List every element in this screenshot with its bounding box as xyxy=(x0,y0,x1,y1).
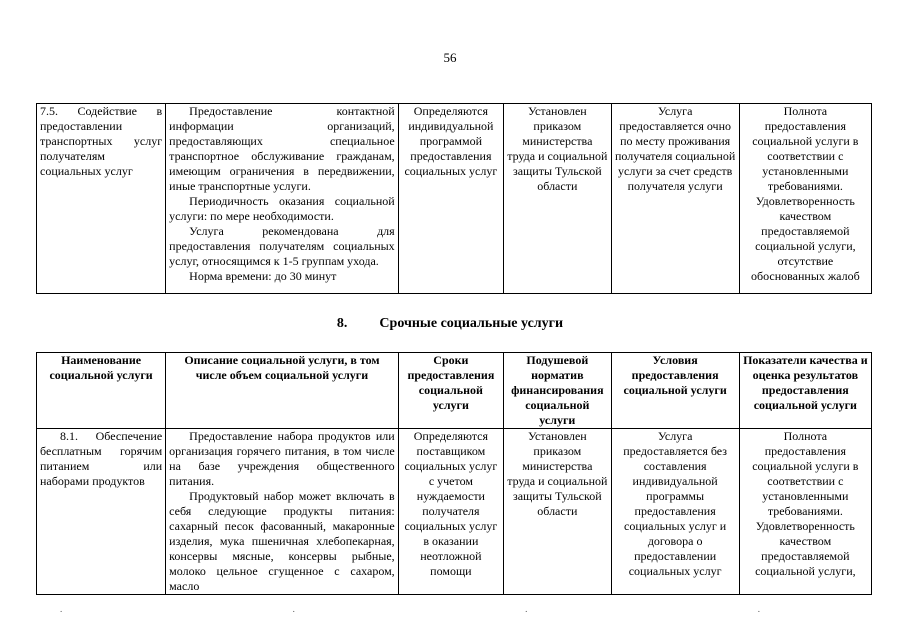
description-paragraph: Предоставление набора продуктов или организация горячего питания, в том числе на базе учреждения общественного питания. xyxy=(169,429,395,488)
urgent-services-table xyxy=(36,352,872,595)
column-header: Наименование социальной услуги xyxy=(37,353,166,429)
norm-cell: Установлен приказом министерства труда и социальной защиты Тульской области xyxy=(504,104,611,294)
conditions-cell: Услуга предоставляется очно по месту проживания получателя социальной услуги за счет средств получателя услуги xyxy=(611,104,739,294)
column-header: Подушевой норматив финансирования социальной услуги xyxy=(504,353,611,429)
description-paragraph: Услуга рекомендована для предоставления получателям социальных услуг, относящимся к 1-5 группам ухода. xyxy=(169,224,395,268)
services-table-continued xyxy=(36,103,872,294)
column-header: Условия предоставления социальной услуги xyxy=(611,353,739,429)
conditions-cell: Услуга предоставляется без составления индивидуальной программы предоставления социальных услуг и договора о предоставлении социальных услуг xyxy=(611,429,739,595)
quality-cell: Полнота предоставления социальной услуги в соответствии с установленными требованиями. Удовлетворенность качеством предоставляемой социальной услуги, xyxy=(739,429,871,595)
scan-mark: . xyxy=(292,604,295,614)
table-row xyxy=(37,104,872,294)
description-paragraph: Периодичность оказания социальной услуги: по мере необходимости. xyxy=(169,194,395,223)
column-header: Описание социальной услуги, в том числе объем социальной услуги xyxy=(166,353,399,429)
table-row xyxy=(37,429,872,595)
column-header: Показатели качества и оценка результатов предоставления социальной услуги xyxy=(739,353,871,429)
service-description-cell xyxy=(166,104,399,294)
page-number: 56 xyxy=(443,50,457,65)
description-paragraph: Предоставление контактной информации организаций, предоставляющих специальное транспортное обслуживание гражданам, имеющим ограничения в передвижении, иные транспортные услуги. xyxy=(169,104,395,193)
column-header: Сроки предоставления социальной услуги xyxy=(398,353,503,429)
norm-cell: Установлен приказом министерства труда и социальной защиты Тульской области xyxy=(504,429,611,595)
scan-mark: . xyxy=(60,604,63,614)
service-name-cell: 8.1. Обеспечение бесплатным горячим питанием или наборами продуктов xyxy=(37,429,166,595)
quality-cell: Полнота предоставления социальной услуги в соответствии с установленными требованиями. Удовлетворенность качеством предоставляемой социальной услуги, отсутствие обоснованных жалоб xyxy=(739,104,871,294)
scan-mark: . xyxy=(757,604,760,614)
service-name-cell: 7.5. Содействие в предоставлении транспортных услуг получателям социальных услуг xyxy=(37,104,166,294)
scan-mark: . xyxy=(525,604,528,614)
description-paragraph: Норма времени: до 30 минут xyxy=(189,269,337,283)
table-header-row xyxy=(37,353,872,429)
section-number: 8. xyxy=(336,316,348,331)
section-heading xyxy=(0,316,900,332)
description-paragraph: Продуктовый набор может включать в себя следующие продукты питания: сахарный песок фасованный, макаронные изделия, мука пшеничная хлебопекарная, консервы мясные, консервы рыбные, молоко цельное сгущенное с сахаром, масло xyxy=(169,489,395,593)
terms-cell: Определяются поставщиком социальных услуг с учетом нуждаемости получателя социальных услуг в оказании неотложной помощи xyxy=(398,429,503,595)
scan-marks xyxy=(60,604,760,614)
service-description-cell xyxy=(166,429,399,595)
section-title: Срочные социальные услуги xyxy=(379,316,564,331)
terms-cell: Определяются индивидуальной программой предоставления социальных услуг xyxy=(398,104,503,294)
